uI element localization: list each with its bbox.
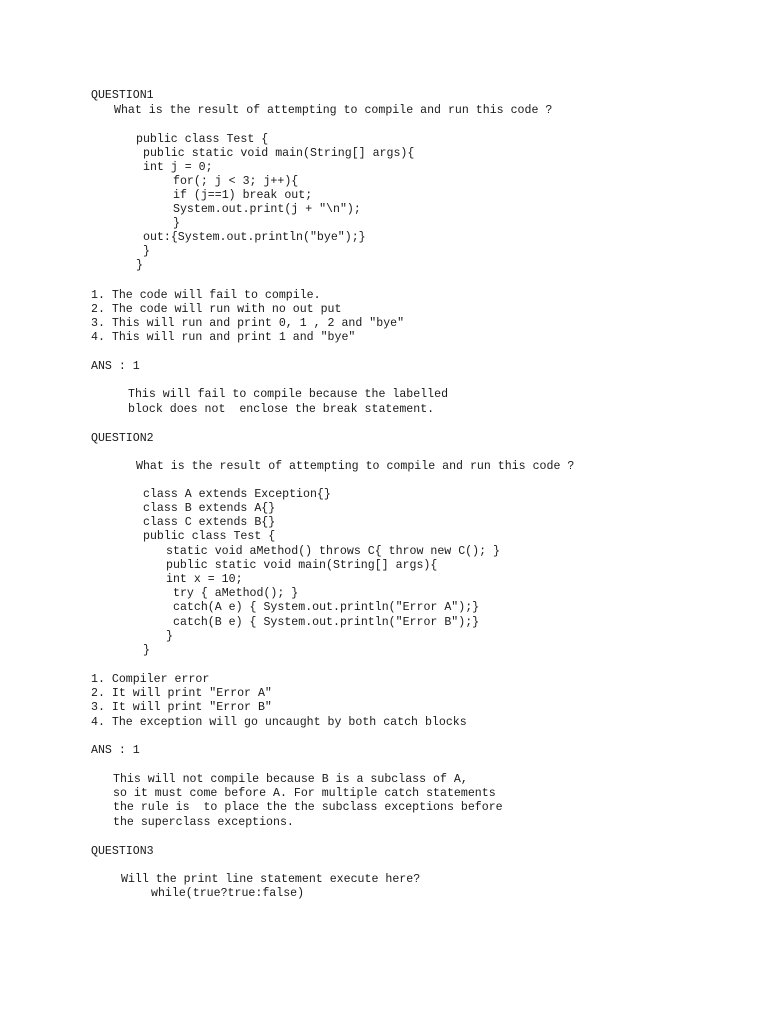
code-line: class A extends Exception{} [143,488,331,501]
answer-option: 3. This will run and print 0, 1 , 2 and "bye" [91,317,405,330]
explanation-line: This will not compile because B is a subclass of A, [113,773,468,786]
answer-option: 4. This will run and print 1 and "bye" [91,331,356,344]
code-line: if (j==1) break out; [173,189,313,202]
code-line: static void aMethod() throws C{ throw new C(); } [166,545,500,558]
code-line: public class Test { [143,530,276,543]
question-prompt: Will the print line statement execute here? [121,873,421,886]
code-line: } [143,644,150,657]
code-line: int j = 0; [143,161,213,174]
code-line: for(; j < 3; j++){ [173,175,299,188]
answer-option: 3. It will print "Error B" [91,701,272,714]
code-line: } [136,259,143,272]
answer-option: 2. It will print "Error A" [91,687,272,700]
explanation-line: block does not enclose the break statement. [128,403,435,416]
code-line: while(true?true:false) [151,887,305,900]
question-heading: QUESTION3 [91,845,154,858]
explanation-line: This will fail to compile because the labelled [128,388,449,401]
code-line: class B extends A{} [143,502,276,515]
explanation-line: the rule is to place the the subclass exceptions before [113,801,503,814]
code-line: catch(A e) { System.out.println("Error A");} [173,601,480,614]
code-line: public class Test { [136,133,269,146]
answer-option: 2. The code will run with no out put [91,303,342,316]
answer-option: 1. Compiler error [91,673,210,686]
answer-option: 1. The code will fail to compile. [91,289,321,302]
code-line: catch(B e) { System.out.println("Error B");} [173,616,480,629]
explanation-line: the superclass exceptions. [113,816,294,829]
question-prompt: What is the result of attempting to compile and run this code ? [114,104,553,117]
code-line: System.out.print(j + "\n"); [173,203,361,216]
code-line: int x = 10; [166,573,243,586]
answer-option: 4. The exception will go uncaught by both catch blocks [91,716,467,729]
code-line: } [143,245,150,258]
answer-key: ANS : 1 [91,744,140,757]
question-heading: QUESTION2 [91,432,154,445]
code-line: } [166,630,173,643]
explanation-line: so it must come before A. For multiple catch statements [113,787,496,800]
code-line: public static void main(String[] args){ [166,559,438,572]
code-line: out:{System.out.println("bye");} [143,231,366,244]
question-heading: QUESTION1 [91,89,154,102]
code-line: try { aMethod(); } [173,587,299,600]
question-prompt: What is the result of attempting to compile and run this code ? [136,460,575,473]
code-line: } [173,217,180,230]
code-line: class C extends B{} [143,516,276,529]
answer-key: ANS : 1 [91,360,140,373]
code-line: public static void main(String[] args){ [143,147,415,160]
